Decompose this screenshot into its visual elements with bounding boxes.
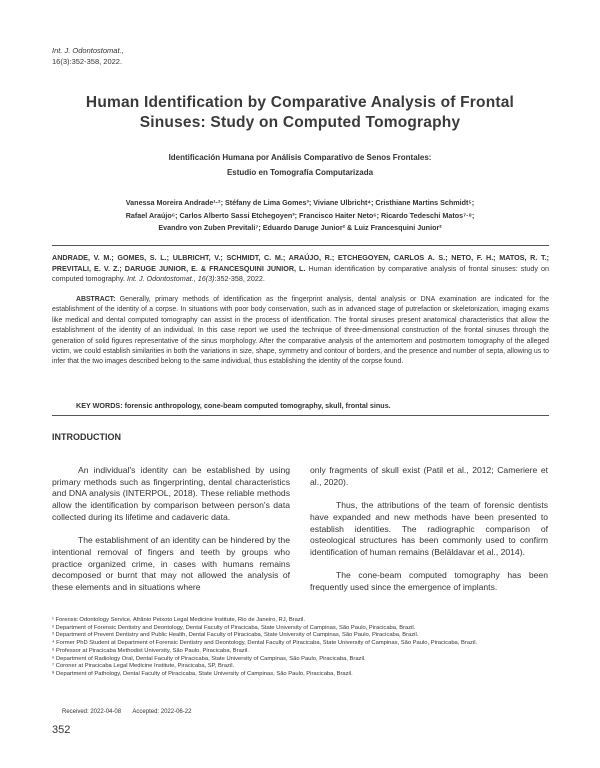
citation [52,253,549,285]
article-title: Human Identification by Comparative Analysis of Frontal Sinuses: Study on Computed Tomography [85,94,515,131]
journal-name: Int. J. Odontostomat., [52,46,124,55]
footnote: ² Department of Forensic Dentistry and Deontology, Dental Faculty of Piracicaba, State University of Campinas, São Paulo, Piracicaba, Brazil. [52,624,416,631]
page-number: 352 [52,724,71,736]
footnote: ⁷ Coroner at Piracicaba Legal Medicine Institute, Piracicaba, SP, Brazil. [52,663,235,670]
paragraph: Thus, the attributions of the team of forensic dentists have expanded and new methods have been presented to establish identities. The radiographic comparison of osteological structures has been commonly used to confirm identification of human remains (Beläldavar et al., 2014). [310,500,548,557]
author-list [60,197,540,235]
section-heading-introduction: INTRODUCTION [52,432,121,442]
citation-journal: Int. J. Odontostomat., 16(3) [126,274,215,283]
submission-dates [62,709,201,715]
footnote: ⁶ Department of Radiology Oral, Dental Faculty of Piracicaba, State University of Campinas, São Paulo, Piracicaba, Brazil. [52,655,366,662]
received-date: Received: 2022-04-08 [62,709,122,715]
paragraph: The establishment of an identity can be hindered by the intentional removal of fingers and teeth by groups who practice organized crime, in cases with humans remains decomposed or burnt that may not allowed the analysis of these elements and in situations where [52,535,290,593]
author-line-3: Evandro von Zuben Previtali⁷; Eduardo Daruge Junior² & Luiz Francesquini Junior² [158,223,442,232]
author-line-1: Vanessa Moreira Andrade¹·²; Stéfany de Lima Gomes³; Viviane Ulbricht⁴; Cristhiane Martins Schmidt⁵; [125,198,475,207]
journal-header [52,45,212,67]
spanish-title-line-1: Identificación Humana por Análisis Comparativo de Senos Frontales: [168,153,432,162]
footnotes [52,617,549,679]
paragraph: An individual's identity can be established by using primary methods such as fingerprinting, dental characteristics and DNA analysis (INTERPOL, 2018). These reliable methods allow the identification by comparison between person's data collected during its lifetime and cadaveric data. [52,465,290,522]
footnote: ⁸ Department of Pathology, Dental Faculty of Piracicaba, State University of Campinas, São Paulo, Piracicaba, Brazil. [52,670,353,677]
abstract [52,295,549,368]
spanish-title-line-2: Estudio en Tomografía Computarizada [226,168,374,177]
spanish-title [60,150,540,180]
footnote: ¹ Forensic Odontology Service, Afrânio Peixoto Legal Medicine Institute, Rio de Janeiro, RJ, Brazil. [52,617,305,623]
top-divider [52,245,549,246]
paragraph: only fragments of skull exist (Patil et al., 2012; Cameriere et al., 2020). [310,465,548,487]
author-line-2: Rafael Araújo⁶; Carlos Alberto Sassi Etchegoyen³; Francisco Haiter Neto⁶; Ricardo Tedeschi Matos⁷·⁸; [125,210,475,220]
bottom-divider [52,415,549,416]
left-column [52,465,290,605]
footnote: ³ Department of Prevent Dentistry and Public Health, Dental Faculty of Piracicaba, State University of Campinas, São Paulo, Piracicaba, Brazil. [52,632,419,639]
footnote: ⁴ Former PhD Student at Department of Forensic Dentistry and Deontology, Dental Faculty of Piracicaba, State University of Campinas, São Paulo, Piracicaba, Brazil. [52,640,478,647]
journal-volume: 16(3):352-358, 2022. [52,57,123,66]
right-column [310,465,548,605]
abstract-text: Generally, primary methods of identification as the fingerprint analysis, dental analysis or DNA examination are indicated for the establishment of the identity of a corpse. In situations with poor body conservation, such as in advanced stage of putrefaction or skeletonization, imaging exams like medical and dental computed tomography can assist in the process of identification. The frontal sinuses present anatomical characteristics that allow the establishment of the identity of an individual. In this case report we used the technique of three-dimensional construction of the frontal sinuses through the generation of solid figures representative of the sinus morphology. After the comparative analysis of the antemortem and postmortem tomography of the alleged victim, we could establish similarities in both the variations in size, shape, symmetry and contour of borders, and the presence and number of septa, allowing us to infer that the two images described belong to the same individual, thus establishing the identity of the corpse found. [52,296,549,366]
keywords: KEY WORDS: forensic anthropology, cone-beam computed tomography, skull, frontal sinus. [76,401,391,410]
footnote: ⁵ Professor at Piracicaba Methodist University, São Paulo, Piracicaba, Brazil. [52,647,249,654]
citation-pages: :352-358, 2022. [214,274,265,283]
paragraph: The cone-beam computed tomography has been frequently used since the emergence of implants. [310,570,548,592]
accepted-date: Accepted: 2022-06-22 [132,709,192,715]
citation-authors: ANDRADE, V. M.; GOMES, S. L.; ULBRICHT, V.; SCHMIDT, C. M.; ARAÚJO, R.; ETCHEGOYEN, CARLOS A. S.; NETO, F. H.; MATOS, R. T.; PREVITALI, E. V. Z.; DARUGE JUNIOR, E. & FRANCESQUINI JUNIOR, L. [52,253,549,273]
abstract-label: ABSTRACT: [76,296,116,303]
citation-text: Human identification by comparative analysis of frontal sinuses: study on computed tomography. [52,263,549,283]
